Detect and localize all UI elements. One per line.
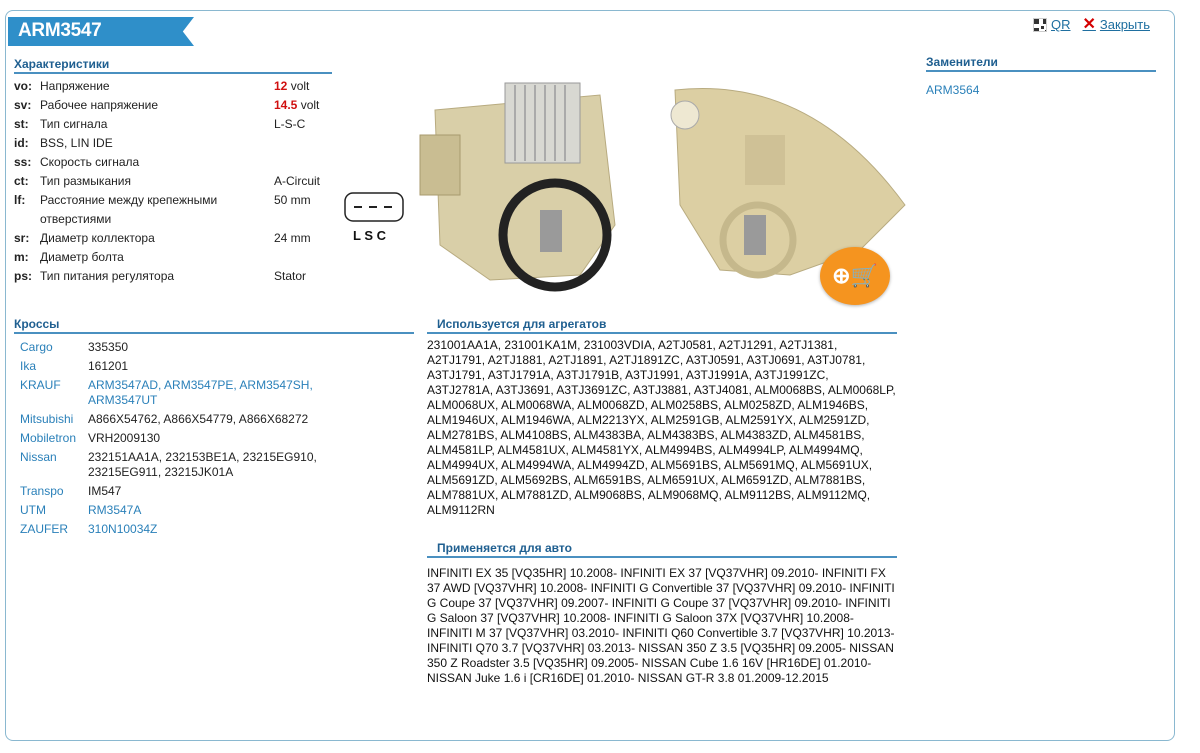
cross-row	[20, 522, 380, 541]
characteristic-label: Диаметр коллектора	[40, 231, 155, 245]
characteristic-value: 24 mm	[274, 231, 311, 245]
cross-codes: IM547	[88, 484, 122, 498]
close-label: Закрыть	[1099, 17, 1150, 32]
characteristic-value-cell	[274, 153, 334, 172]
regulator-front-image	[420, 83, 615, 287]
characteristic-value-cell	[274, 229, 334, 248]
used-for-text: 231001AA1A, 231001KA1M, 231003VDIA, A2TJ0581, A2TJ1291, A2TJ1381, A2TJ1791, A2TJ1881, A2TJ1891, A2TJ1891ZC, A3TJ0591, A3TJ0691, A3TJ0781, A3TJ1791, A3TJ1791A, A3TJ1791B, A3TJ1991, A3TJ1991A, A3TJ1991ZC, A3TJ2781A, A3TJ3691, A3TJ3691ZC, A3TJ3881, A3TJ4081, ALM0068BS, ALM0068LP, ALM0068UX, ALM0068WA, ALM0068ZD, ALM0258BS, ALM0258ZD, ALM1946BS, ALM1946UX, ALM1946WA, ALM2213YX, ALM2591GB, ALM2591YX, ALM2591ZD, ALM2781BS, ALM4108BS, ALM4383BA, ALM4383BS, ALM4383ZD, ALM4581BS, ALM4581LP, ALM4581UX, ALM4581YX, ALM4994BS, ALM4994LP, ALM4994MQ, ALM4994UX, ALM4994WA, ALM4994ZD, ALM5691BS, ALM5691MQ, ALM5691UX, ALM5691ZD, ALM5692BS, ALM6591BS, ALM6591UX, ALM6591ZD, ALM7881BS, ALM7881UX, ALM7881ZD, ALM9068BS, ALM9068MQ, ALM9112BS, ALM9112MQ, ALM9112RN	[427, 338, 896, 517]
cross-codes: A866X54762, A866X54779, A866X68272	[88, 412, 309, 426]
cross-row	[20, 503, 380, 522]
close-icon: ✕	[1082, 15, 1096, 33]
qr-label: QR	[1051, 17, 1071, 32]
cross-brand: ZAUFER	[20, 522, 68, 536]
characteristic-row	[14, 134, 334, 153]
applied-for-heading: Применяется для авто	[427, 541, 897, 558]
characteristic-value: Stator	[274, 269, 307, 283]
cross-row	[20, 340, 380, 359]
characteristic-value: A-Circuit	[274, 174, 321, 188]
cross-codes: 232151AA1A, 232153BE1A, 23215EG910, 23215EG911, 23215JK01A	[88, 450, 317, 479]
characteristic-label: Расстояние между крепежными отверстиями	[40, 193, 218, 226]
characteristic-value: 50 mm	[274, 193, 311, 207]
replacement-link[interactable]: ARM3564	[926, 83, 980, 97]
cross-brand: Transpo	[20, 484, 64, 498]
cross-brand: Mitsubishi	[20, 412, 74, 426]
cross-codes[interactable]: 310N10034Z	[88, 522, 158, 536]
characteristic-unit: volt	[297, 98, 320, 112]
crosses-heading: Кроссы	[14, 317, 414, 334]
characteristic-row	[14, 77, 334, 96]
cross-codes[interactable]: RM3547A	[88, 503, 142, 517]
add-to-cart-button[interactable]	[820, 247, 890, 305]
characteristic-code: sr:	[14, 231, 30, 245]
cross-codes: 161201	[88, 359, 129, 373]
characteristic-code: sv:	[14, 98, 32, 112]
characteristic-label: Тип размыкания	[40, 174, 131, 188]
cross-row	[20, 484, 380, 503]
characteristic-code: st:	[14, 117, 29, 131]
characteristic-label: Скорость сигнала	[40, 155, 140, 169]
characteristic-value-cell	[274, 267, 334, 286]
cross-brand: Cargo	[20, 340, 53, 354]
characteristic-code: vo:	[14, 79, 32, 93]
replacements-heading: Заменители	[926, 55, 1156, 72]
characteristic-label: Рабочее напряжение	[40, 98, 159, 112]
used-for-heading: Используется для агрегатов	[427, 317, 897, 334]
characteristic-label: Напряжение	[40, 79, 110, 93]
characteristic-row	[14, 115, 334, 134]
characteristic-value: 12	[274, 79, 288, 93]
characteristic-value-cell	[274, 96, 334, 115]
characteristic-label: BSS, LIN IDE	[40, 136, 113, 150]
connector-diagram	[345, 193, 403, 243]
characteristic-row	[14, 153, 334, 172]
cross-brand: UTM	[20, 503, 46, 517]
characteristic-code: ss:	[14, 155, 32, 169]
characteristic-value-cell	[274, 115, 334, 134]
add-to-cart-icon: ⊕🛒	[832, 263, 878, 288]
cross-brand: Nissan	[20, 450, 57, 464]
cross-brand: Mobiletron	[20, 431, 77, 445]
applied-for-text: INFINITI EX 35 [VQ35HR] 10.2008- INFINITI EX 37 [VQ37VHR] 09.2010- INFINITI FX 37 AWD [VQ37VHR] 10.2008- INFINITI G Convertible 37 [VQ37VHR] 09.2010- INFINITI G Coupe 37 [VQ37VHR] 09.2007- INFINITI G Coupe 37 [VQ37VHR] 09.2010- INFINITI G Saloon 37 [VQ37VHR] 10.2008- INFINITI G Saloon 37X [VQ37VHR] 10.2008- INFINITI M 37 [VQ37VHR] 03.2010- INFINITI Q60 Convertible 3.7 [VQ37VHR] 10.2013- INFINITI Q70 3.7 [VQ37VHR] 03.2013- NISSAN 350 Z 3.5 [VQ35HR] 09.2005- NISSAN 350 Z Roadster 3.5 [VQ35HR] 09.2005- NISSAN Cube 1.6 16V [HR16DE] 01.2010- NISSAN Juke 1.6 i [CR16DE] 01.2010- NISSAN GT-R 3.8 01.2009-12.2015	[427, 566, 895, 685]
characteristics-heading: Характеристики	[14, 57, 332, 74]
characteristic-code: m:	[14, 250, 29, 264]
characteristic-row	[14, 96, 334, 115]
qr-code-icon	[1033, 18, 1047, 32]
cross-row	[20, 359, 380, 378]
characteristic-code: id:	[14, 136, 29, 150]
connector-label: L S C	[353, 228, 386, 243]
cross-row	[20, 412, 380, 431]
characteristic-value-cell	[274, 191, 334, 229]
characteristic-code: ps:	[14, 269, 32, 283]
cross-codes[interactable]: ARM3547AD, ARM3547PE, ARM3547SH, ARM3547UT	[88, 378, 313, 407]
characteristic-row	[14, 248, 334, 267]
characteristic-value-cell	[274, 77, 334, 96]
product-title-banner	[8, 17, 194, 46]
characteristic-value-cell	[274, 172, 334, 191]
qr-link[interactable]	[1033, 17, 1071, 32]
characteristics-table	[14, 77, 334, 286]
characteristic-value-cell	[274, 134, 334, 153]
characteristic-row	[14, 229, 334, 248]
cross-brand: KRAUF	[20, 378, 61, 392]
characteristic-code: ct:	[14, 174, 29, 188]
characteristic-row	[14, 267, 334, 286]
cross-codes: 335350	[88, 340, 129, 354]
crosses-table	[20, 340, 380, 541]
product-title: ARM3547	[18, 20, 102, 41]
close-link[interactable]	[1083, 17, 1150, 32]
characteristic-label: Тип питания регулятора	[40, 269, 175, 283]
characteristic-value: 14.5	[274, 98, 298, 112]
cross-brand: Ika	[20, 359, 37, 373]
characteristic-code: lf:	[14, 193, 26, 207]
characteristic-value-cell	[274, 248, 334, 267]
cross-row	[20, 431, 380, 450]
characteristic-unit: volt	[287, 79, 310, 93]
characteristic-label: Тип сигнала	[40, 117, 108, 131]
top-actions	[1033, 17, 1150, 32]
cross-row	[20, 450, 380, 484]
characteristic-label: Диаметр болта	[40, 250, 124, 264]
characteristic-value: L-S-C	[274, 117, 306, 131]
characteristic-row	[14, 172, 334, 191]
cross-row	[20, 378, 380, 412]
regulator-back-image	[671, 88, 905, 275]
characteristic-row	[14, 191, 334, 229]
cross-codes: VRH2009130	[88, 431, 161, 445]
